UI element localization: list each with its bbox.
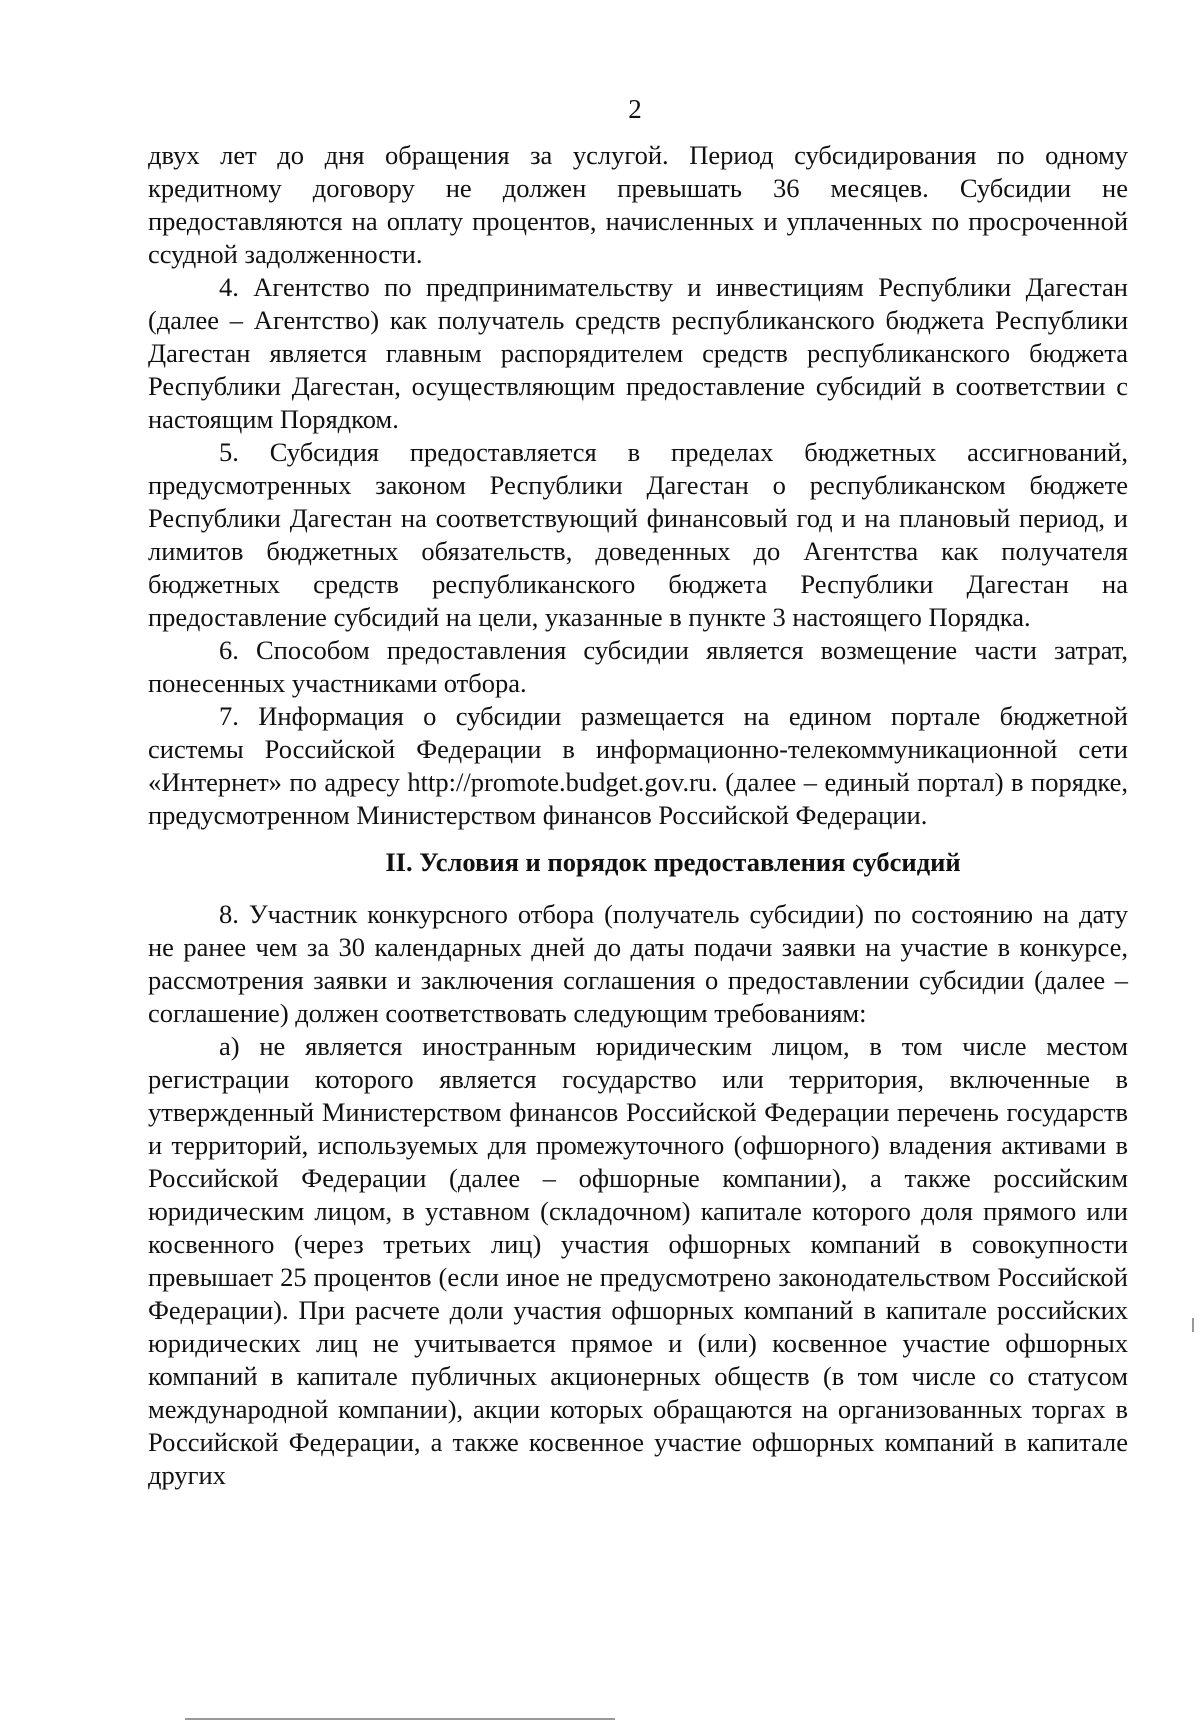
section-heading: II. Условия и порядок предоставления субсидий <box>385 847 961 877</box>
document-body <box>148 139 1128 1492</box>
paragraph-item-8a: а) не является иностранным юридическим лицом, в том числе местом регистрации которого является государство или территория, включенные в утвержденный Министерством финансов Российской Федерации перечень государств и территорий, используемых для промежуточного (офшорного) владения активами в Российской Федерации (далее – офшорные компании), а также российским юридическим лицом, в уставном (складочном) капитале которого доля прямого или косвенного (через третьих лиц) участия офшорных компаний в совокупности превышает 25 процентов (если иное не предусмотрено законодательством Российской Федерации). При расчете доли участия офшорных компаний в капитале российских юридических лиц не учитывается прямое и (или) косвенное участие офшорных компаний в капитале публичных акционерных обществ (в том числе со статусом международной компании), акции которых обращаются на организованных торгах в Российской Федерации, а также косвенное участие офшорных компаний в капитале других <box>148 1031 1128 1490</box>
scan-edge-mark <box>185 1718 615 1720</box>
paragraph-item-5: 5. Субсидия предоставляется в пределах бюджетных ассигнований, предусмотренных законом Республики Дагестан о республиканском бюджете Республики Дагестан на соответствующий финансовый год и на плановый период, и лимитов бюджетных обязательств, доведенных до Агентства как получателя бюджетных средств республиканского бюджета Республики Дагестан на предоставление субсидий на цели, указанные в пункте 3 настоящего Порядка. <box>148 437 1128 632</box>
paragraph-item-7: 7. Информация о субсидии размещается на едином портале бюджетной системы Российской Федерации в информационно-телекоммуникационной сети «Интернет» по адресу http://promote.budget.gov.ru. (далее – единый портал) в порядке, предусмотренном Министерством финансов Российской Федерации. <box>148 701 1128 830</box>
paragraph-item-6: 6. Способом предоставления субсидии является возмещение части затрат, понесенных участниками отбора. <box>148 635 1128 698</box>
paragraph-item-4: 4. Агентство по предпринимательству и инвестициям Республики Дагестан (далее – Агентство) как получатель средств республиканского бюджета Республики Дагестан является главным распорядителем средств республиканского бюджета Республики Дагестан, осуществляющим предоставление субсидий в соответствии с настоящим Порядком. <box>148 272 1128 434</box>
page-number: 2 <box>628 94 642 124</box>
scan-edge-mark <box>1192 1318 1194 1332</box>
paragraph-continuation: двух лет до дня обращения за услугой. Период субсидирования по одному кредитному договору не должен превышать 36 месяцев. Субсидии не предоставляются на оплату процентов, начисленных и уплаченных по просроченной ссудной задолженности. <box>148 140 1128 269</box>
paragraph-item-8: 8. Участник конкурсного отбора (получатель субсидии) по состоянию на дату не ранее чем за 30 календарных дней до даты подачи заявки на участие в конкурсе, рассмотрения заявки и заключения соглашения о предоставлении субсидии (далее – соглашение) должен соответствовать следующим требованиям: <box>148 899 1128 1028</box>
